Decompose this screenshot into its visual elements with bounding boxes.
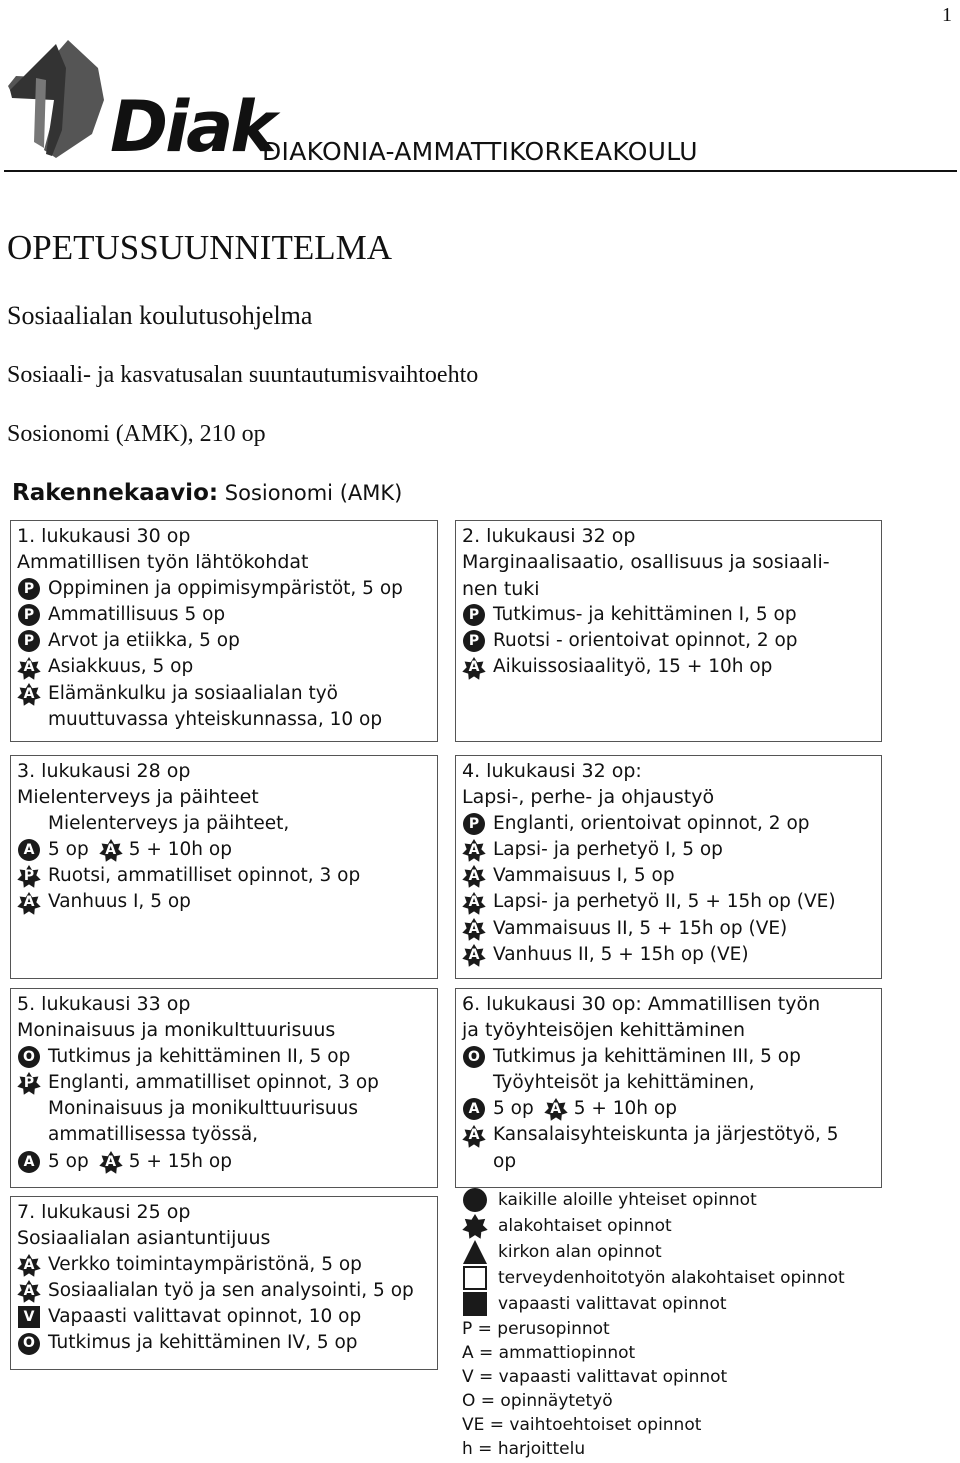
diak-logo	[6, 38, 274, 168]
term-theme: Lapsi-, perhe- ja ohjaustyö	[462, 786, 715, 809]
course-text: Ammatillisuus 5 op	[48, 603, 226, 625]
icon-letter: A	[468, 1127, 480, 1144]
star-a-icon	[17, 682, 41, 706]
term-theme: nen tuki	[462, 577, 540, 600]
course-text: Ruotsi, ammatilliset opinnot, 3 op	[48, 865, 361, 887]
course-line	[462, 942, 875, 968]
star-a-icon	[99, 838, 123, 862]
legend-abbreviation: O = opinnäytetyö	[462, 1391, 613, 1411]
course-line	[462, 602, 875, 628]
star-p-icon	[17, 1071, 41, 1095]
star-a-icon	[17, 656, 41, 680]
legend-star-icon	[462, 1213, 488, 1239]
course-line	[462, 1070, 875, 1096]
icon-letter: P	[468, 606, 480, 623]
course-text: muuttuvassa yhteiskunnassa, 10 op	[48, 709, 383, 731]
circle-o-icon	[17, 1332, 41, 1356]
course-text: Vapaasti valittavat opinnot, 10 op	[48, 1306, 362, 1328]
icon-letter: O	[23, 1048, 35, 1065]
degree-name: Sosionomi (AMK), 210 op	[7, 421, 266, 447]
icon-letter: V	[23, 1309, 35, 1326]
course-text: Mielenterveys ja päihteet,	[48, 812, 290, 834]
term-box-2	[455, 520, 882, 742]
term-box-7	[10, 1196, 438, 1370]
icon-letter: A	[468, 894, 480, 911]
course-text: Asiakkuus, 5 op	[48, 656, 194, 678]
star-a-icon	[17, 1253, 41, 1277]
logo-word: Diak	[110, 86, 274, 168]
course-line	[17, 707, 431, 733]
star-a-icon	[462, 943, 486, 967]
orientation-name: Sosiaali- ja kasvatusalan suuntautumisvaihtoehto	[7, 362, 479, 388]
legend-abbreviation: V = vapaasti valittavat opinnot	[462, 1367, 728, 1387]
page-number: 1	[942, 4, 952, 26]
course-line	[17, 863, 431, 889]
course-text: Kansalaisyhteiskunta ja järjestötyö, 5	[493, 1124, 839, 1146]
circle-a-icon	[17, 1150, 41, 1174]
term-title: 6. lukukausi 30 op: Ammatillisen työn	[462, 993, 821, 1015]
circle-p-icon	[462, 629, 486, 653]
course-text: Sosiaalialan työ ja sen analysointi, 5 op	[48, 1279, 414, 1301]
course-text: Vammaisuus I, 5 op	[493, 865, 675, 887]
course-line	[462, 1122, 875, 1148]
course-text: 5 op	[493, 1098, 534, 1120]
legend-abbreviation: h = harjoittelu	[462, 1439, 586, 1459]
course-line	[462, 1149, 875, 1175]
icon-letter: P	[23, 633, 35, 650]
icon-letter: A	[468, 841, 480, 858]
course-line	[17, 1304, 431, 1330]
legend	[462, 1187, 845, 1461]
term-theme: Sosiaalialan asiantuntijuus	[17, 1227, 271, 1250]
course-line	[462, 628, 875, 654]
program-name: Sosiaalialan koulutusohjelma	[7, 301, 313, 330]
course-text: Elämänkulku ja sosiaalialan työ	[48, 682, 338, 704]
course-text: Verkko toimintaympäristönä, 5 op	[48, 1253, 362, 1275]
icon-letter: P	[23, 606, 35, 623]
diak-logo-mark-icon	[6, 38, 106, 163]
course-text: Vanhuus II, 5 + 15h op (VE)	[493, 944, 749, 966]
school-name: DIAKONIA-AMMATTIKORKEAKOULU	[262, 137, 698, 166]
term-theme: ja työyhteisöjen kehittäminen	[462, 1019, 745, 1042]
course-line	[17, 1122, 431, 1148]
course-text: 5 + 10h op	[573, 1098, 677, 1120]
structure-chart-title	[12, 480, 402, 506]
course-text: Oppiminen ja oppimisympäristöt, 5 op	[48, 577, 403, 599]
circle-a-icon	[17, 838, 41, 862]
icon-letter: P	[23, 1074, 35, 1091]
course-line	[17, 681, 431, 707]
legend-circle-icon	[462, 1187, 488, 1213]
course-line	[17, 1096, 431, 1122]
term-box-1	[10, 520, 438, 742]
term-title: 2. lukukausi 32 op	[462, 525, 636, 547]
course-line	[17, 1252, 431, 1278]
legend-square-icon	[462, 1291, 488, 1317]
icon-letter: O	[23, 1335, 35, 1352]
icon-letter: A	[105, 841, 117, 858]
star-p-icon	[17, 864, 41, 888]
term-title: 5. lukukausi 33 op	[17, 993, 191, 1015]
circle-p-icon	[462, 812, 486, 836]
circle-o-icon	[462, 1045, 486, 1069]
course-text: Englanti, ammatilliset opinnot, 3 op	[48, 1071, 379, 1093]
legend-abbreviation: VE = vaihtoehtoiset opinnot	[462, 1415, 702, 1435]
icon-letter: A	[468, 1101, 480, 1118]
course-text: Aikuissosiaalityö, 15 + 10h op	[493, 656, 773, 678]
star-a-icon	[99, 1150, 123, 1174]
circle-a-icon	[462, 1097, 486, 1121]
term-theme: Mielenterveys ja päihteet	[17, 786, 259, 809]
course-text: Vammaisuus II, 5 + 15h op (VE)	[493, 917, 788, 939]
course-line	[17, 889, 431, 915]
icon-letter: P	[468, 815, 480, 832]
icon-letter: P	[23, 580, 35, 597]
course-text: Tutkimus ja kehittäminen II, 5 op	[48, 1045, 351, 1067]
course-line	[462, 837, 875, 863]
star-a-icon	[462, 656, 486, 680]
icon-letter: A	[105, 1153, 117, 1170]
star-a-icon	[462, 864, 486, 888]
course-text: 5 op	[48, 838, 89, 860]
course-line	[462, 1044, 875, 1070]
term-box-5	[10, 988, 438, 1188]
course-text: Tutkimus ja kehittäminen IV, 5 op	[48, 1332, 358, 1354]
structure-chart-title-rest: Sosionomi (AMK)	[224, 481, 403, 505]
icon-letter: A	[23, 1153, 35, 1170]
icon-letter: A	[468, 659, 480, 676]
star-a-icon	[462, 917, 486, 941]
legend-item	[462, 1239, 845, 1265]
course-text: 5 + 15h op	[128, 1150, 232, 1172]
term-title: 4. lukukausi 32 op:	[462, 760, 642, 782]
course-line	[17, 1070, 431, 1096]
course-text: Tutkimus- ja kehittäminen I, 5 op	[493, 603, 797, 625]
legend-text: kaikille aloille yhteiset opinnot	[498, 1190, 757, 1210]
course-line	[462, 654, 875, 680]
icon-letter: A	[23, 841, 35, 858]
icon-letter: O	[468, 1048, 480, 1065]
term-box-3	[10, 755, 438, 979]
legend-item	[462, 1213, 845, 1239]
course-line	[17, 837, 431, 863]
course-text: Moninaisuus ja monikulttuurisuus	[48, 1098, 358, 1120]
term-title: 1. lukukausi 30 op	[17, 525, 191, 547]
star-a-icon	[544, 1097, 568, 1121]
circle-p-icon	[17, 603, 41, 627]
legend-item	[462, 1187, 845, 1213]
legend-abbreviation: P = perusopinnot	[462, 1319, 610, 1339]
legend-text: terveydenhoitotyön alakohtaiset opinnot	[498, 1268, 845, 1288]
legend-text: kirkon alan opinnot	[498, 1242, 662, 1262]
course-line	[17, 1149, 431, 1175]
course-text: Työyhteisöt ja kehittäminen,	[493, 1071, 755, 1093]
course-line	[17, 1044, 431, 1070]
course-text: Tutkimus ja kehittäminen III, 5 op	[493, 1045, 801, 1067]
course-line	[17, 628, 431, 654]
star-a-icon	[462, 1124, 486, 1148]
term-box-4	[455, 755, 882, 979]
course-line	[17, 1330, 431, 1356]
icon-letter: A	[23, 659, 35, 676]
icon-letter: A	[23, 1256, 35, 1273]
course-text: Lapsi- ja perhetyö I, 5 op	[493, 838, 723, 860]
circle-o-icon	[17, 1045, 41, 1069]
icon-letter: A	[468, 947, 480, 964]
star-a-icon	[462, 838, 486, 862]
course-text: Ruotsi - orientoivat opinnot, 2 op	[493, 630, 798, 652]
term-box-6	[455, 988, 882, 1188]
page-title: OPETUSSUUNNITELMA	[7, 228, 392, 267]
course-line	[17, 811, 431, 837]
legend-text: vapaasti valittavat opinnot	[498, 1294, 727, 1314]
course-line	[462, 811, 875, 837]
course-text: Arvot ja etiikka, 5 op	[48, 630, 240, 652]
course-line	[462, 889, 875, 915]
course-line	[462, 1096, 875, 1122]
term-theme: Ammatillisen työn lähtökohdat	[17, 551, 309, 574]
legend-item	[462, 1291, 845, 1317]
circle-p-icon	[17, 577, 41, 601]
structure-chart-title-main: Rakennekaavio:	[12, 480, 219, 506]
course-text: op	[493, 1150, 517, 1172]
legend-square-outline-icon	[462, 1265, 488, 1291]
icon-letter: A	[23, 685, 35, 702]
term-title: 3. lukukausi 28 op	[17, 760, 191, 782]
icon-letter: A	[468, 920, 480, 937]
term-theme: Marginaalisaatio, osallisuus ja sosiaali-	[462, 551, 830, 574]
star-a-icon	[462, 891, 486, 915]
course-line	[17, 576, 431, 602]
course-line	[17, 602, 431, 628]
course-line	[17, 654, 431, 680]
icon-letter: A	[468, 868, 480, 885]
icon-letter: A	[23, 894, 35, 911]
star-a-icon	[17, 891, 41, 915]
legend-item	[462, 1265, 845, 1291]
square-v-icon	[17, 1305, 41, 1329]
course-text: Englanti, orientoivat opinnot, 2 op	[493, 812, 810, 834]
circle-p-icon	[17, 629, 41, 653]
legend-abbreviation: A = ammattiopinnot	[462, 1343, 636, 1363]
header-divider	[4, 170, 957, 172]
star-a-icon	[17, 1279, 41, 1303]
course-text: ammatillisessa työssä,	[48, 1124, 259, 1146]
course-text: Vanhuus I, 5 op	[48, 891, 191, 913]
course-text: 5 + 10h op	[128, 838, 232, 860]
course-line	[17, 1278, 431, 1304]
icon-letter: A	[23, 1282, 35, 1299]
legend-text: alakohtaiset opinnot	[498, 1216, 672, 1236]
icon-letter: P	[23, 868, 35, 885]
icon-letter: P	[468, 633, 480, 650]
icon-letter: A	[550, 1101, 562, 1118]
circle-p-icon	[462, 603, 486, 627]
course-text: Lapsi- ja perhetyö II, 5 + 15h op (VE)	[493, 891, 836, 913]
legend-triangle-icon	[462, 1239, 488, 1265]
course-line	[462, 916, 875, 942]
course-text: 5 op	[48, 1150, 89, 1172]
term-theme: Moninaisuus ja monikulttuurisuus	[17, 1019, 336, 1042]
term-title: 7. lukukausi 25 op	[17, 1201, 191, 1223]
course-line	[462, 863, 875, 889]
